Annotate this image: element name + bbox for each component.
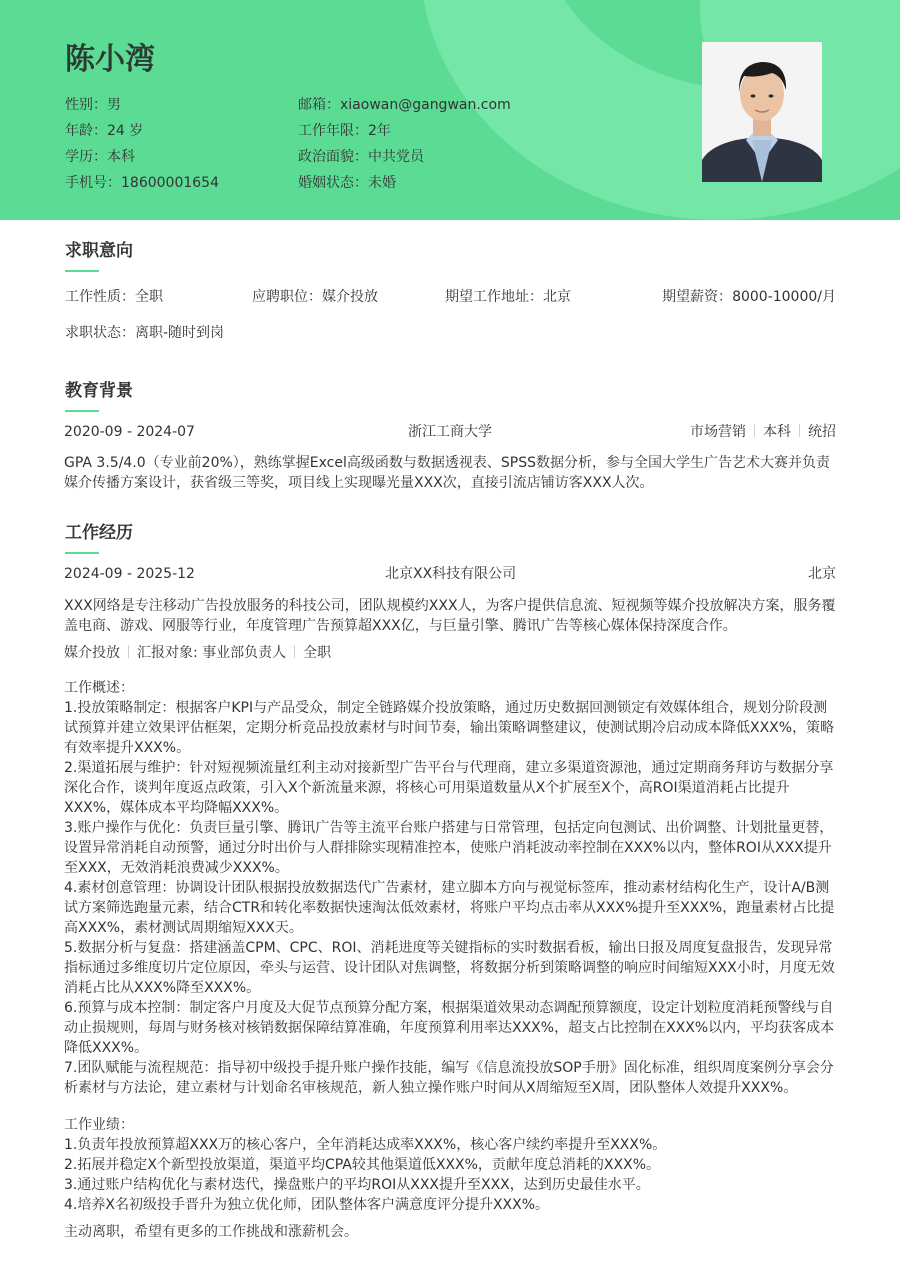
info-work-years: 工作年限：2年 bbox=[298, 123, 391, 139]
section-title-work: 工作经历 bbox=[65, 523, 133, 543]
intent-position: 应聘职位：媒介投放 bbox=[252, 289, 378, 305]
info-marital-status: 婚姻状态：未婚 bbox=[298, 175, 396, 191]
overview-item: 3.账户操作与优化：负责巨量引擎、腾讯广告等主流平台账户搭建与日常管理，包括定向包测试、出价调整、计划批量更替，设置异常消耗自动预警，通过分时出价与人群排除实现精准控本，使账户消耗波动率控制在XXX%以内，整体ROI从XXX提升至XXX，无效消耗浪费减少XXX%。 bbox=[64, 820, 834, 876]
section-underline bbox=[65, 410, 99, 412]
education-tags bbox=[690, 422, 836, 442]
overview-item: 1.投放策略制定：根据客户KPI与产品受众，制定全链路媒介投放策略，通过历史数据回测锁定有效媒体组合，规划分阶段测试预算并建立效果评估框架，定期分析竞品投放素材与时间节奏，输出策略调整建议，使测试期冷启动成本降低XXX%，策略有效率提升XXX%。 bbox=[64, 700, 835, 756]
work-achievements bbox=[64, 1115, 836, 1215]
achievements-title: 工作业绩： bbox=[64, 1117, 134, 1133]
section-underline bbox=[65, 270, 99, 272]
overview-item: 4.素材创意管理：协调设计团队根据投放数据迭代广告素材，建立脚本方向与视觉标签库，推动素材结构化生产，设计A/B测试方案筛选跑量元素，结合CTR和转化率数据快速淘汰低效素材，将账户平均点击率从XXX%提升至XXX%，跑量素材占比提高XXX%，素材测试周期缩短XXX天。 bbox=[64, 880, 835, 936]
education-type: 统招 bbox=[808, 424, 836, 440]
work-overview bbox=[64, 678, 836, 1098]
overview-item: 7.团队赋能与流程规范：指导初中级投手提升账户操作技能，编写《信息流投放SOP手册》固化标准，组织周度案例分享会分析素材与方法论，建立素材与计划命名审核规范，新人独立操作账户时间从X周缩短至X周，团队整体人效提升XXX%。 bbox=[64, 1060, 834, 1096]
section-title-education: 教育背景 bbox=[65, 381, 133, 401]
work-report-to: 汇报对象: 事业部负责人 bbox=[137, 645, 287, 661]
person-portrait-icon bbox=[702, 42, 822, 182]
candidate-name: 陈小湾 bbox=[65, 42, 155, 77]
info-education: 学历：本科 bbox=[65, 149, 135, 165]
section-title-intent: 求职意向 bbox=[65, 241, 133, 261]
education-major: 市场营销 bbox=[690, 424, 746, 440]
leave-reason: 主动离职，希望有更多的工作挑战和涨薪机会。 bbox=[64, 1224, 358, 1240]
info-age: 年龄：24 岁 bbox=[65, 123, 144, 139]
overview-item: 5.数据分析与复盘：搭建涵盖CPM、CPC、ROI、消耗进度等关键指标的实时数据看板，输出日报及周度复盘报告，发现异常指标通过多维度切片定位原因，牵头与运营、设计团队对焦调整，将数据分析到策略调整的响应时间缩短XXX小时，月度无效消耗占比从XXX%降至XXX%。 bbox=[64, 940, 835, 996]
info-phone: 手机号：18600001654 bbox=[65, 175, 219, 191]
work-period: 2024-09 - 2025-12 bbox=[64, 566, 195, 582]
section-underline bbox=[65, 552, 99, 554]
info-email: 邮箱：xiaowan@gangwan.com bbox=[298, 97, 511, 113]
intent-location: 期望工作地址：北京 bbox=[445, 289, 571, 305]
work-type: 全职 bbox=[303, 645, 332, 661]
avatar-photo bbox=[702, 42, 822, 182]
work-role: 媒介投放 bbox=[64, 645, 120, 661]
work-city: 北京 bbox=[808, 566, 836, 582]
overview-title: 工作概述： bbox=[64, 680, 134, 696]
education-description: GPA 3.5/4.0（专业前20%），熟练掌握Excel高级函数与数据透视表、SPSS数据分析，参与全国大学生广告艺术大赛并负责媒介传播方案设计，获省级三等奖，项目线上实现曝光量XXX次，直接引流店铺访客XXX人次。 bbox=[64, 455, 830, 491]
info-political-status: 政治面貌：中共党员 bbox=[298, 149, 424, 165]
education-period: 2020-09 - 2024-07 bbox=[64, 424, 195, 440]
intent-salary: 期望薪资：8000-10000/月 bbox=[662, 289, 836, 305]
achievement-item: 3.通过账户结构优化与素材迭代，操盘账户的平均ROI从XXX提升至XXX，达到历史最佳水平。 bbox=[64, 1177, 650, 1193]
achievement-item: 2.拓展并稳定X个新型投放渠道，渠道平均CPA较其他渠道低XXX%，贡献年度总消耗的XXX%。 bbox=[64, 1157, 660, 1173]
company-intro: XXX网络是专注移动广告投放服务的科技公司，团队规模约XXX人，为客户提供信息流、短视频等媒介投放解决方案，服务覆盖电商、游戏、网服等行业，年度管理广告预算超XXX亿，与巨量引擎、腾讯广告等核心媒体保持深度合作。 bbox=[64, 598, 836, 634]
overview-item: 2.渠道拓展与维护：针对短视频流量红利主动对接新型广告平台与代理商，建立多渠道资源池，通过定期商务拜访与数据分享深化合作，谈判年度返点政策，引入X个新流量来源，将核心可用渠道数量从X个扩展至X个，高ROI渠道消耗占比提升XXX%，媒体成本平均降幅XXX%。 bbox=[64, 760, 834, 816]
achievement-item: 1.负责年投放预算超XXX万的核心客户，全年消耗达成率XXX%，核心客户续约率提升至XXX%。 bbox=[64, 1137, 667, 1153]
intent-status: 求职状态：离职-随时到岗 bbox=[65, 325, 225, 341]
overview-item: 6.预算与成本控制：制定客户月度及大促节点预算分配方案，根据渠道效果动态调配预算额度，设定计划粒度消耗预警线与自动止损规则，每周与财务核对核销数据保障结算准确，年度预算利用率达XXX%，超支占比控制在XXX%以内，平均获客成本降低XXX%。 bbox=[64, 1000, 835, 1056]
intent-job-type: 工作性质：全职 bbox=[65, 289, 163, 305]
education-degree: 本科 bbox=[763, 424, 791, 440]
work-tags bbox=[64, 643, 331, 663]
info-gender: 性别：男 bbox=[65, 97, 121, 113]
header-banner bbox=[0, 0, 900, 220]
education-school: 浙江工商大学 bbox=[408, 424, 492, 440]
work-company: 北京XX科技有限公司 bbox=[385, 566, 517, 582]
achievement-item: 4.培养X名初级投手晋升为独立优化师，团队整体客户满意度评分提升XXX%。 bbox=[64, 1197, 550, 1213]
